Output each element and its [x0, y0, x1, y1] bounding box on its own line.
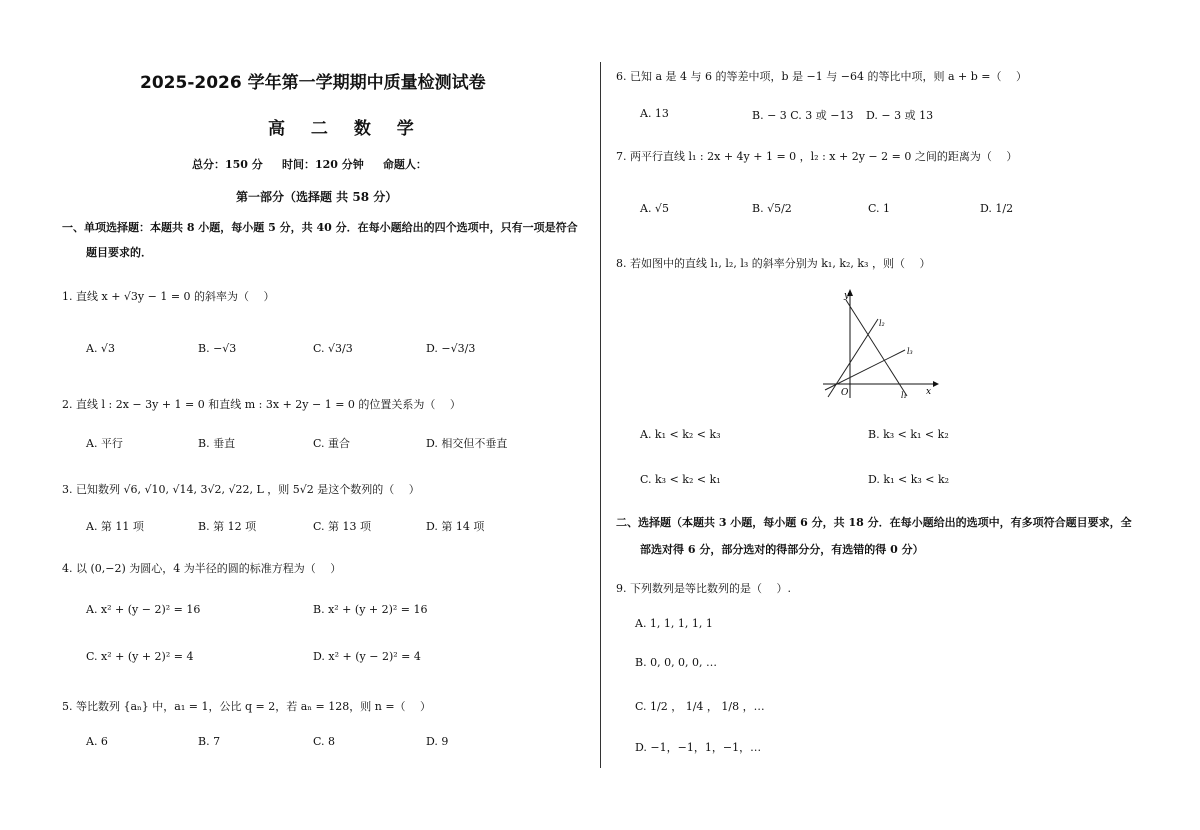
- q4-option-d: D. x² + (y − 2)² = 4: [313, 650, 421, 663]
- q1-stem: 1. 直线 x + √3y − 1 = 0 的斜率为（ ）: [62, 290, 275, 303]
- x-axis-arrow: [933, 381, 939, 387]
- l1-label: l₁: [901, 391, 907, 400]
- q9-stem: 9. 下列数列是等比数列的是（ ）.: [616, 582, 791, 595]
- q6-stem: 6. 已知 a 是 4 与 6 的等差中项，b 是 −1 与 −64 的等比中项，则 a + b =（ ）: [616, 70, 1027, 83]
- column-divider: [600, 62, 601, 768]
- q4-stem: 4. 以 (0,−2) 为圆心，4 为半径的圆的标准方程为（ ）: [62, 562, 342, 575]
- q5-option-c: C. 8: [313, 735, 336, 748]
- q7-option-a: A. √5: [640, 202, 669, 215]
- q4-option-a: A. x² + (y − 2)² = 16: [86, 603, 201, 616]
- x-axis-label: x: [926, 387, 932, 397]
- q5-option-a: A. 6: [86, 735, 108, 748]
- y-axis-label: y: [844, 291, 850, 301]
- q2-option-b: B. 垂直: [198, 437, 236, 450]
- origin-label: O: [841, 388, 849, 398]
- q3-option-a: A. 第 11 项: [86, 520, 144, 533]
- q3-option-c: C. 第 13 项: [313, 520, 372, 533]
- q8-option-d: D. k₁ < k₃ < k₂: [868, 473, 950, 486]
- q1-option-c: C. √3/3: [313, 342, 353, 355]
- subject-title: 高 二 数 学: [268, 119, 424, 139]
- q5-option-d: D. 9: [426, 735, 449, 748]
- line-l1: [846, 300, 907, 396]
- q4-option-c: C. x² + (y + 2)² = 4: [86, 650, 194, 663]
- q9-option-a: A. 1, 1, 1, 1, 1: [635, 617, 713, 630]
- q9-option-d: D. −1，−1，1，−1，…: [635, 741, 762, 754]
- q1-option-d: D. −√3/3: [426, 342, 476, 355]
- q8-option-a: A. k₁ < k₂ < k₃: [640, 428, 721, 441]
- q2-option-a: A. 平行: [86, 437, 123, 450]
- section-two-instructions-cont: 部选对得 6 分，部分选对的得部分分，有选错的得 0 分）: [640, 543, 924, 556]
- q5-option-b: B. 7: [198, 735, 221, 748]
- q6-option-b: B. − 3 C. 3 或 −13: [752, 109, 854, 122]
- exam-info: 总分：150 分 时间：120 分钟 命题人：: [192, 158, 427, 171]
- section-two-instructions: 二、选择题（本题共 3 小题，每小题 6 分，共 18 分．在每小题给出的选项中，有多项符合题目要求，全: [616, 516, 1132, 529]
- q8-option-c: C. k₃ < k₂ < k₁: [640, 473, 721, 486]
- q5-stem: 5. 等比数列 {aₙ} 中，a₁ = 1，公比 q = 2，若 aₙ = 128，则 n =（ ）: [62, 700, 432, 713]
- q3-stem: 3. 已知数列 √6, √10, √14, 3√2, √22, L ，则 5√2 是这个数列的（ ）: [62, 483, 420, 496]
- q7-stem: 7. 两平行直线 l₁ : 2x + 4y + 1 = 0 ，l₂ : x + 2y − 2 = 0 之间的距离为（ ）: [616, 150, 1018, 163]
- q6-option-d: D. − 3 或 13: [866, 109, 934, 122]
- section-one-instructions-cont: 题目要求的．: [86, 246, 152, 259]
- q1-option-a: A. √3: [86, 342, 115, 355]
- q2-option-d: D. 相交但不垂直: [426, 437, 508, 450]
- q6-option-a: A. 13: [640, 107, 669, 120]
- q7-option-c: C. 1: [868, 202, 891, 215]
- q4-option-b: B. x² + (y + 2)² = 16: [313, 603, 428, 616]
- q3-option-d: D. 第 14 项: [426, 520, 485, 533]
- exam-title: 2025-2026 学年第一学期期中质量检测试卷: [140, 73, 486, 93]
- q2-option-c: C. 重合: [313, 437, 351, 450]
- q2-stem: 2. 直线 l : 2x − 3y + 1 = 0 和直线 m : 3x + 2y − 1 = 0 的位置关系为（ ）: [62, 398, 461, 411]
- q7-option-d: D. 1/2: [980, 202, 1014, 215]
- part-one-heading: 第一部分（选择题 共 58 分）: [236, 190, 398, 204]
- q9-option-b: B. 0, 0, 0, 0, …: [635, 656, 718, 669]
- q8-option-b: B. k₃ < k₁ < k₂: [868, 428, 949, 441]
- l2-label: l₂: [879, 319, 885, 328]
- q8-line-figure: [815, 286, 940, 404]
- section-one-instructions: 一、单项选择题：本题共 8 小题，每小题 5 分，共 40 分．在每小题给出的四个选项中，只有一项是符合: [62, 221, 578, 234]
- q8-stem: 8. 若如图中的直线 l₁, l₂, l₃ 的斜率分别为 k₁, k₂, k₃ ，则（ ）: [616, 257, 931, 270]
- q9-option-c: C. 1/2 ， 1/4 ， 1/8 ，…: [635, 700, 765, 713]
- q1-option-b: B. −√3: [198, 342, 237, 355]
- l3-label: l₃: [907, 347, 913, 356]
- q3-option-b: B. 第 12 项: [198, 520, 257, 533]
- q7-option-b: B. √5/2: [752, 202, 792, 215]
